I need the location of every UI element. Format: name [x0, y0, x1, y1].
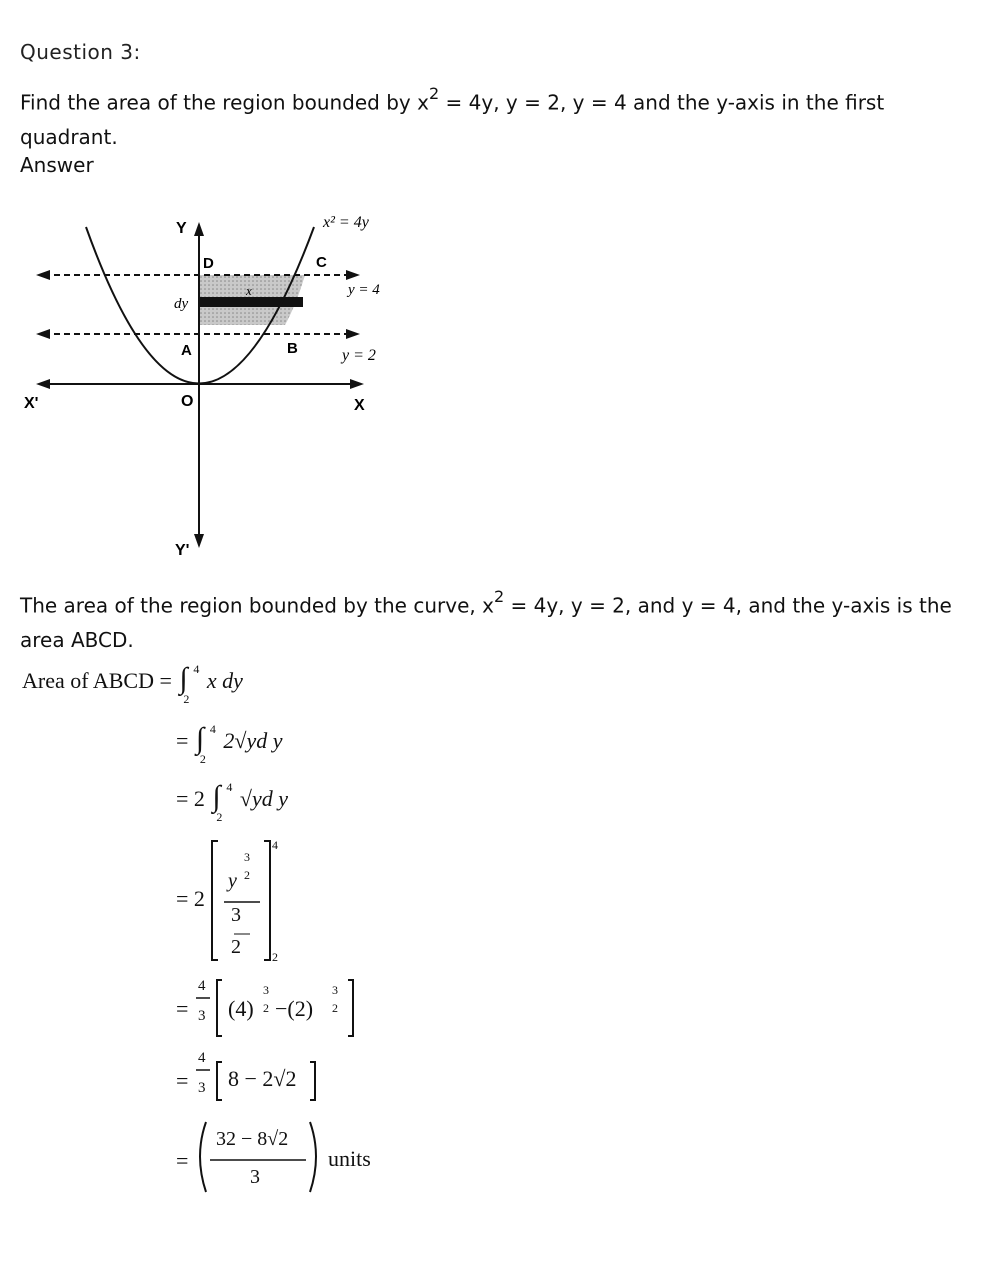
- step-4-exp-num: 3: [244, 850, 250, 864]
- step-4-y: y: [228, 870, 237, 892]
- x-axis-label: X: [354, 397, 365, 414]
- point-b-label: B: [287, 340, 298, 357]
- step-1-lhs: Area of ABCD =: [22, 668, 172, 694]
- integral-lower: 2: [199, 752, 206, 766]
- question-text: [20, 80, 950, 154]
- step-5-exp-den-b: 2: [332, 1001, 338, 1015]
- step-5-frac-num: 4: [198, 978, 206, 994]
- step-4-lower: 2: [272, 950, 278, 964]
- region-figure: [0, 200, 420, 570]
- arrow-right-y2: [346, 329, 360, 339]
- integral-lower: 2: [183, 692, 190, 706]
- step-3-integrand: √yd y: [239, 786, 289, 812]
- point-c-label: C: [316, 254, 327, 271]
- point-d-label: D: [203, 255, 214, 272]
- question-label: Question 3:: [20, 40, 141, 64]
- y-axis-label: Y: [176, 220, 187, 237]
- answer-label: Answer: [20, 153, 94, 177]
- step-4-exp-den: 2: [244, 868, 250, 882]
- step-1: [22, 662, 243, 706]
- integral-sign: ∫ 4 2: [179, 662, 200, 706]
- step-1-integrand: x dy: [206, 668, 243, 694]
- x-axis-left-arrow: [36, 379, 50, 389]
- step-2-integrand: 2√yd y: [223, 728, 283, 754]
- step-5-eq: =: [176, 996, 189, 1021]
- explanation-part1: The area of the region bounded by the curve, x: [20, 593, 494, 618]
- step-4-den-2: 2: [231, 936, 241, 958]
- step-5-body: (4): [228, 996, 254, 1021]
- step-5-exp-num-b: 3: [332, 983, 338, 997]
- point-a-label: A: [181, 342, 192, 359]
- step-5-exp-den-a: 2: [263, 1001, 269, 1015]
- integral-sign: ∫ 4 2: [212, 780, 233, 824]
- arrow-right-y4: [346, 270, 360, 280]
- integral-lower: 2: [216, 810, 223, 824]
- arrow-left-y2: [36, 329, 50, 339]
- step-5-frac-line: [194, 996, 214, 1000]
- question-text-part1: Find the area of the region bounded by x: [20, 90, 429, 115]
- x-axis-right-arrow: [350, 379, 364, 389]
- step-5-frac-den: 3: [198, 1008, 206, 1024]
- integral-sign: ∫ 4 2: [195, 722, 216, 766]
- integral-upper: 4: [193, 662, 200, 676]
- strip-bar: [199, 297, 303, 307]
- explanation-part2: = 4y, y = 2, and y = 4, and the y-axis is the area ABCD.: [20, 593, 952, 652]
- line-y2-label: y = 2: [342, 347, 376, 364]
- y-axis-neg-label: Y': [175, 542, 190, 559]
- step-5-exp-num-a: 3: [263, 983, 269, 997]
- step-7-units: units: [328, 1146, 371, 1171]
- step-2-eq: =: [176, 728, 189, 754]
- strip-x-label: x: [246, 283, 252, 298]
- y-axis-bottom-arrow: [194, 534, 204, 548]
- explanation-text: [20, 583, 960, 657]
- step-3: [176, 780, 289, 824]
- step-5-minus: −(2): [275, 996, 314, 1021]
- step-6-eq: =: [176, 1068, 189, 1093]
- step-3-eq: = 2: [176, 786, 205, 812]
- question-text-part2: = 4y, y = 2, y = 4 and the y-axis in the first quadrant.: [20, 90, 885, 149]
- origin-label: O: [181, 393, 194, 410]
- arrow-left-y4: [36, 270, 50, 280]
- step-6-frac-line: [194, 1068, 214, 1072]
- y-axis-top-arrow: [194, 222, 204, 236]
- step-4-num-3: 3: [231, 904, 241, 926]
- step-6-body: 8 − 2√2: [228, 1066, 297, 1091]
- explanation-exponent: 2: [493, 587, 505, 606]
- x-axis-neg-label: X': [24, 395, 39, 412]
- step-2: [176, 722, 283, 766]
- step-7-den: 3: [250, 1166, 260, 1188]
- step-6-frac-num: 4: [198, 1050, 206, 1066]
- curve-label: x² = 4y: [323, 214, 369, 231]
- step-6-frac-den: 3: [198, 1080, 206, 1096]
- step-7-eq: =: [176, 1148, 189, 1173]
- step-7-num: 32 − 8√2: [216, 1128, 289, 1150]
- integral-upper: 4: [209, 722, 216, 736]
- step-4-eq: = 2: [176, 886, 205, 911]
- dy-label: dy: [174, 296, 189, 312]
- line-y4-label: y = 4: [348, 282, 380, 298]
- integral-upper: 4: [226, 780, 233, 794]
- step-4-upper: 4: [272, 838, 278, 852]
- question-exponent: 2: [428, 84, 440, 103]
